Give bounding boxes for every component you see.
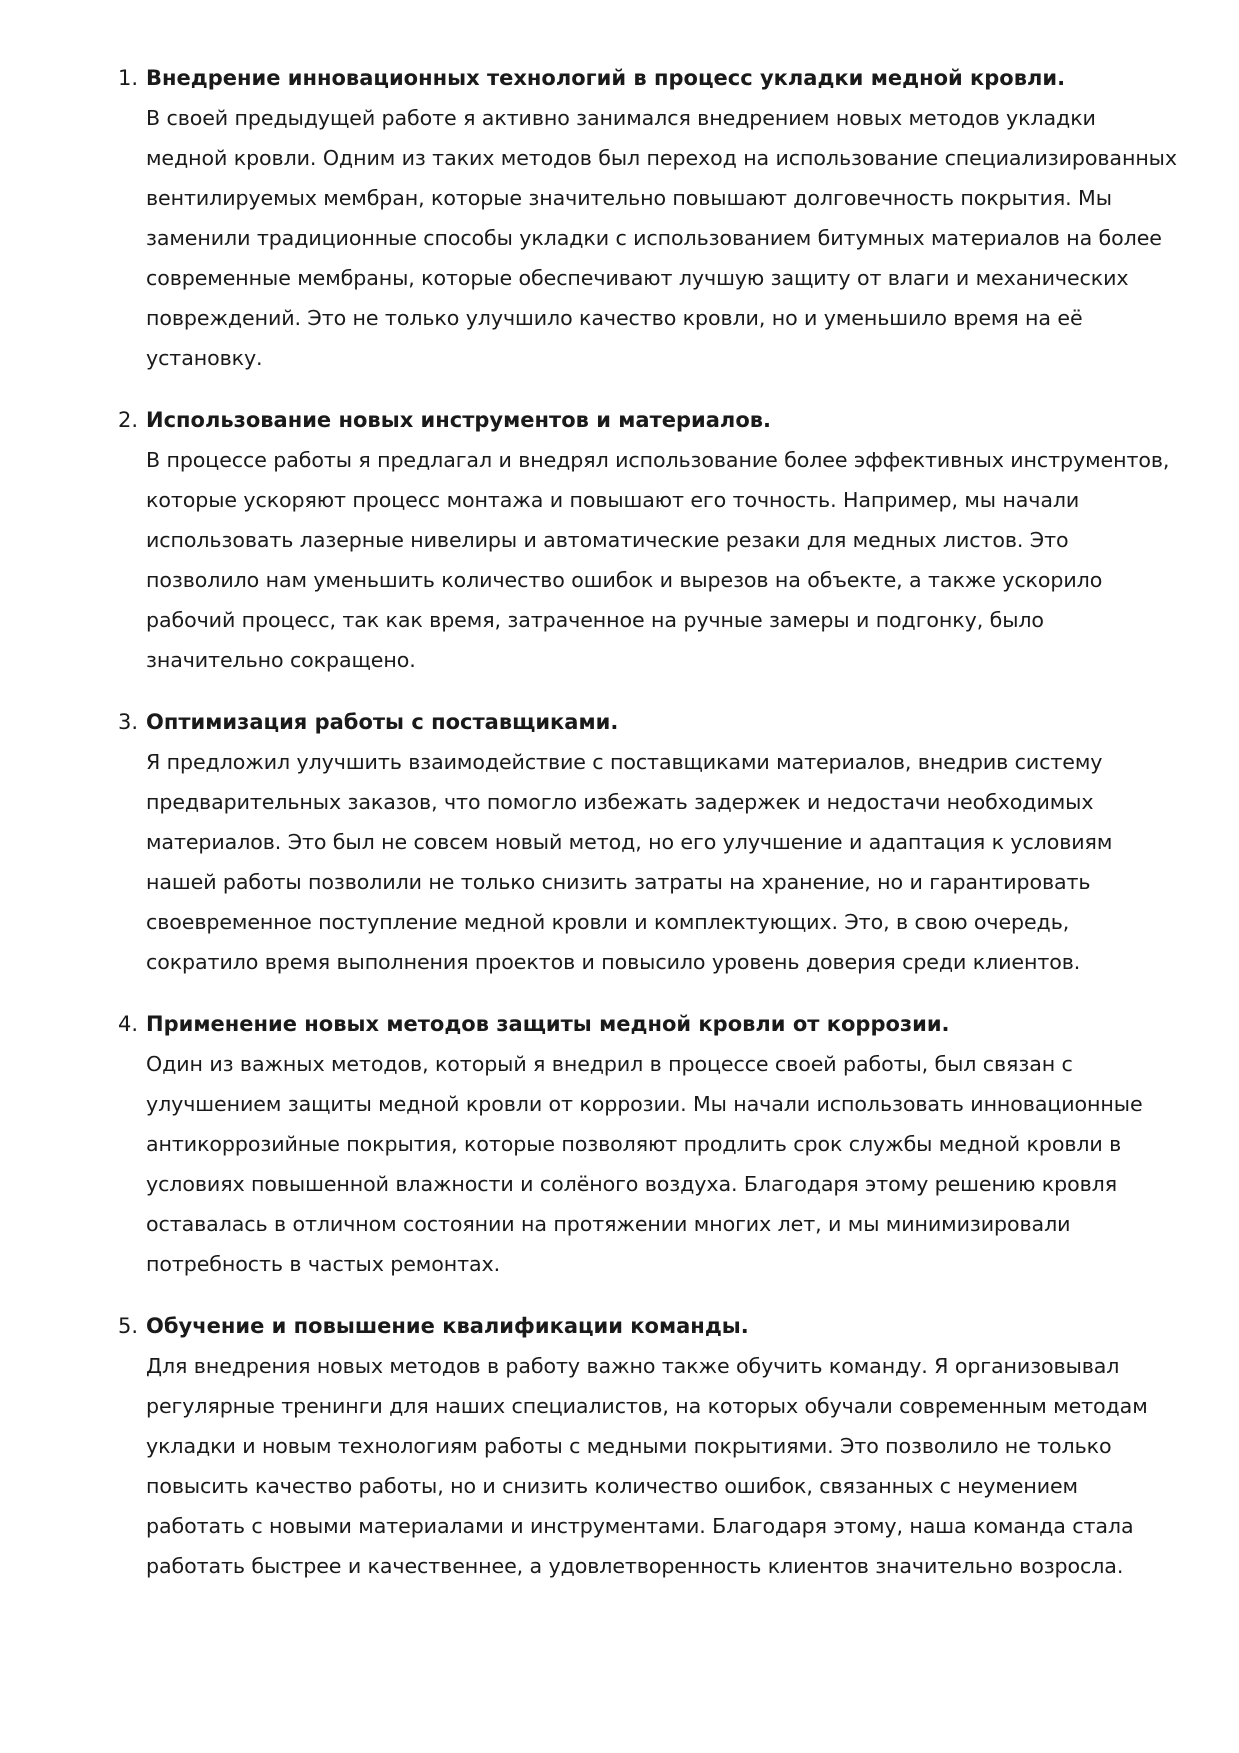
list-item-2: [118, 400, 1179, 680]
item-heading: Применение новых методов защиты медной кровли от коррозии.: [146, 1012, 950, 1036]
item-body: В процессе работы я предлагал и внедрял использование более эффективных инструментов, которые ускоряют процесс монтажа и повышают его точность. Например, мы начали использовать лазерные нивелиры и автоматические резаки для медных листов. Это позволило нам уменьшить количество ошибок и вырезов на объекте, а также ускорило рабочий процесс, так как время, затраченное на ручные замеры и подгонку, было значительно сокращено.: [146, 448, 1170, 672]
item-heading: Обучение и повышение квалификации команды.: [146, 1314, 749, 1338]
list-item-1: [118, 58, 1179, 378]
item-number: 3.: [118, 710, 139, 734]
item-number: 4.: [118, 1012, 139, 1036]
item-number: 1.: [118, 66, 139, 90]
list-item-3: [118, 702, 1179, 982]
item-body: Для внедрения новых методов в работу важно также обучить команду. Я организовывал регулярные тренинги для наших специалистов, на которых обучали современным методам укладки и новым технологиям работы с медными покрытиями. Это позволило не только повысить качество работы, но и снизить количество ошибок, связанных с неумением работать с новыми материалами и инструментами. Благодаря этому, наша команда стала работать быстрее и качественнее, а удовлетворенность клиентов значительно возросла.: [146, 1354, 1148, 1578]
item-number: 2.: [118, 408, 139, 432]
item-body: Я предложил улучшить взаимодействие с поставщиками материалов, внедрив систему предварительных заказов, что помогло избежать задержек и недостачи необходимых материалов. Это был не совсем новый метод, но его улучшение и адаптация к условиям нашей работы позволили не только снизить затраты на хранение, но и гарантировать своевременное поступление медной кровли и комплектующих. Это, в свою очередь, сократило время выполнения проектов и повысило уровень доверия среди клиентов.: [146, 750, 1113, 974]
item-heading: Оптимизация работы с поставщиками.: [146, 710, 619, 734]
list-item-5: [118, 1306, 1179, 1586]
item-body: Один из важных методов, который я внедрил в процессе своей работы, был связан с улучшением защиты медной кровли от коррозии. Мы начали использовать инновационные антикоррозийные покрытия, которые позволяют продлить срок службы медной кровли в условиях повышенной влажности и солёного воздуха. Благодаря этому решению кровля оставалась в отличном состоянии на протяжении многих лет, и мы минимизировали потребность в частых ремонтах.: [146, 1052, 1143, 1276]
item-body: В своей предыдущей работе я активно занимался внедрением новых методов укладки медной кровли. Одним из таких методов был переход на использование специализированных вентилируемых мембран, которые значительно повышают долговечность покрытия. Мы заменили традиционные способы укладки с использованием битумных материалов на более современные мембраны, которые обеспечивают лучшую защиту от влаги и механических повреждений. Это не только улучшило качество кровли, но и уменьшило время на её установку.: [146, 106, 1177, 370]
numbered-list: [118, 58, 1179, 1586]
item-heading: Использование новых инструментов и материалов.: [146, 408, 772, 432]
item-number: 5.: [118, 1314, 139, 1338]
list-item-4: [118, 1004, 1179, 1284]
item-heading: Внедрение инновационных технологий в процесс укладки медной кровли.: [146, 66, 1066, 90]
